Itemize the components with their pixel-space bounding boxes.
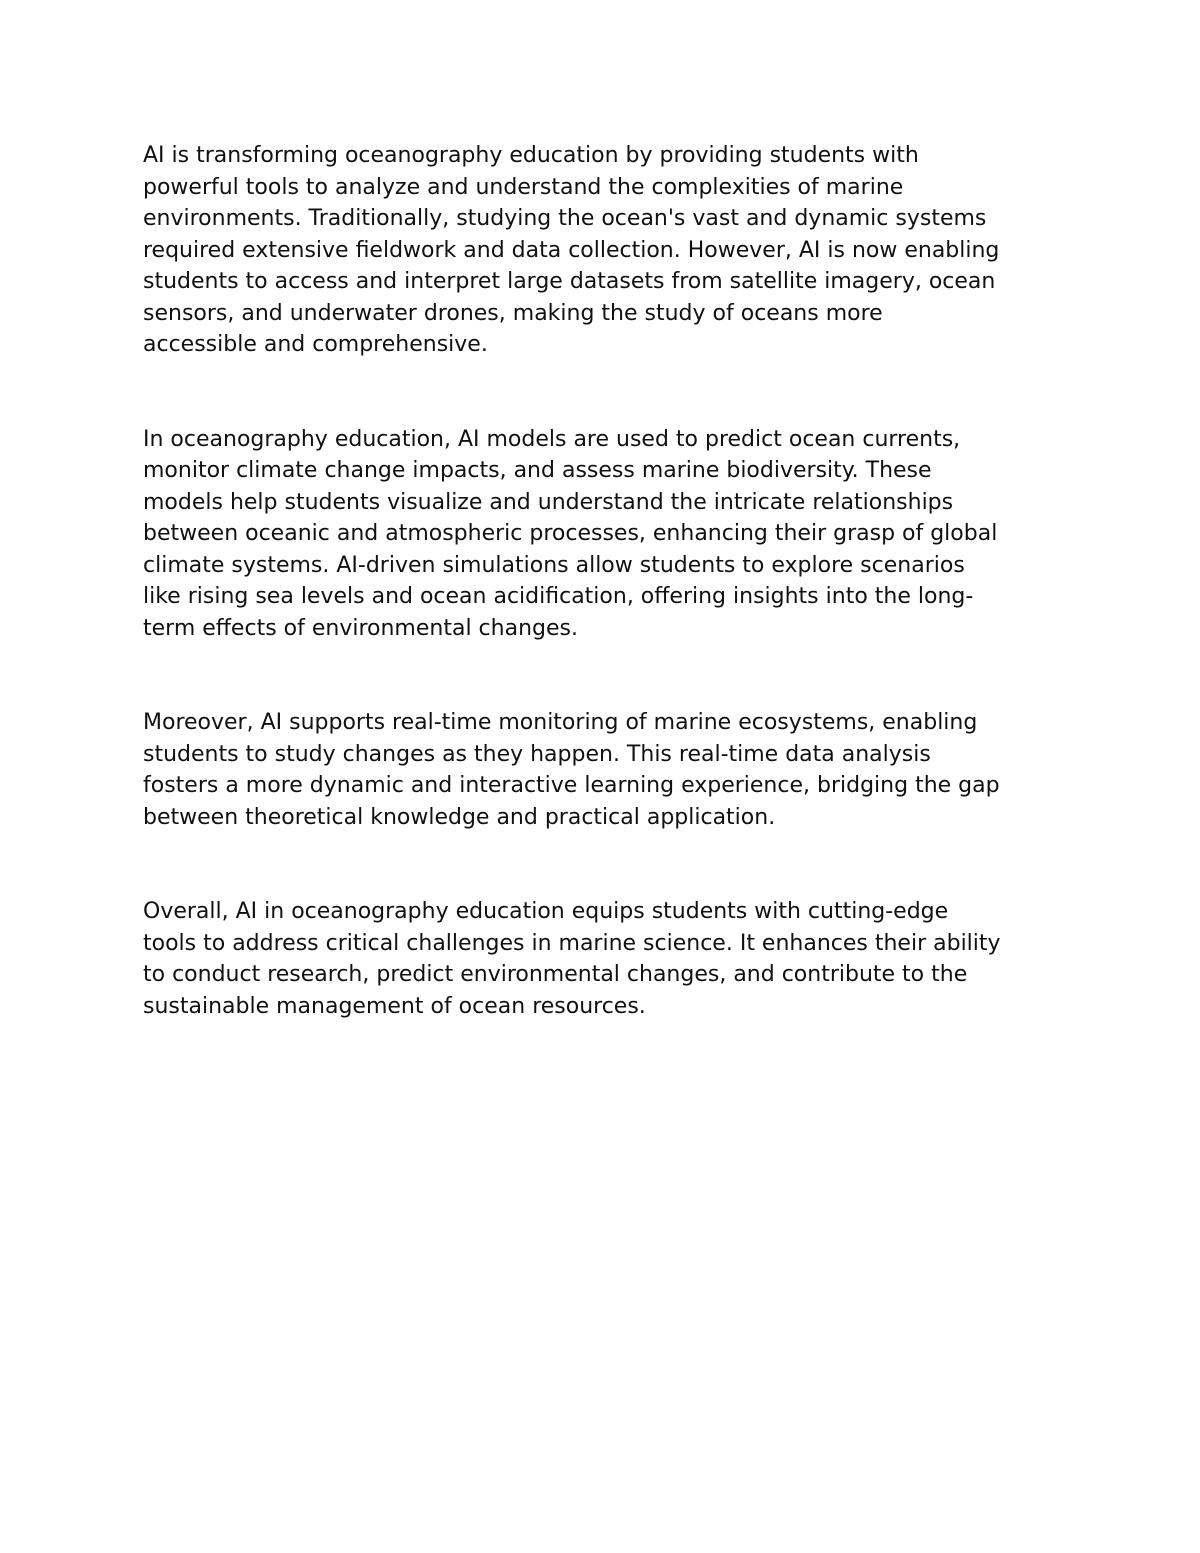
paragraph-line: climate systems. AI-driven simulations allow students to explore scenarios xyxy=(143,552,965,578)
paragraph-line: accessible and comprehensive. xyxy=(143,332,488,357)
paragraph-line: tools to address critical challenges in marine science. It enhances their ability xyxy=(143,930,1001,956)
document-body xyxy=(143,140,1073,1085)
paragraph-line: required extensive fieldwork and data collection. However, AI is now enabling xyxy=(143,237,1000,263)
paragraph-line: models help students visualize and understand the intricate relationships xyxy=(143,489,954,515)
paragraph-line: monitor climate change impacts, and assess marine biodiversity. These xyxy=(143,458,932,483)
paragraph-3 xyxy=(143,707,1073,833)
paragraph-line: Moreover, AI supports real-time monitoring of marine ecosystems, enabling xyxy=(143,710,978,735)
paragraph-line: students to access and interpret large datasets from satellite imagery, ocean xyxy=(143,269,996,294)
paragraph-line: like rising sea levels and ocean acidification, offering insights into the long- xyxy=(143,584,974,609)
paragraph-line: term effects of environmental changes. xyxy=(143,615,578,641)
paragraph-line: to conduct research, predict environmental changes, and contribute to the xyxy=(143,962,968,987)
paragraph-line: powerful tools to analyze and understand the complexities of marine xyxy=(143,174,904,200)
paragraph-line: environments. Traditionally, studying the ocean's vast and dynamic systems xyxy=(143,206,987,231)
paragraph-line: between oceanic and atmospheric processes, enhancing their grasp of global xyxy=(143,521,998,546)
paragraph-line: students to study changes as they happen. This real-time data analysis xyxy=(143,741,931,767)
paragraph-line: sustainable management of ocean resources. xyxy=(143,993,646,1019)
paragraph-line: sensors, and underwater drones, making the study of oceans more xyxy=(143,300,883,326)
paragraph-line: AI is transforming oceanography education by providing students with xyxy=(143,143,919,168)
paragraph-line: In oceanography education, AI models are used to predict ocean currents, xyxy=(143,426,961,452)
paragraph-line: between theoretical knowledge and practical application. xyxy=(143,804,776,830)
paragraph-line: Overall, AI in oceanography education equips students with cutting-edge xyxy=(143,899,949,924)
paragraph-4 xyxy=(143,896,1073,1022)
paragraph-2 xyxy=(143,424,1073,645)
paragraph-1 xyxy=(143,140,1073,361)
paragraph-line: fosters a more dynamic and interactive learning experience, bridging the gap xyxy=(143,773,1000,798)
